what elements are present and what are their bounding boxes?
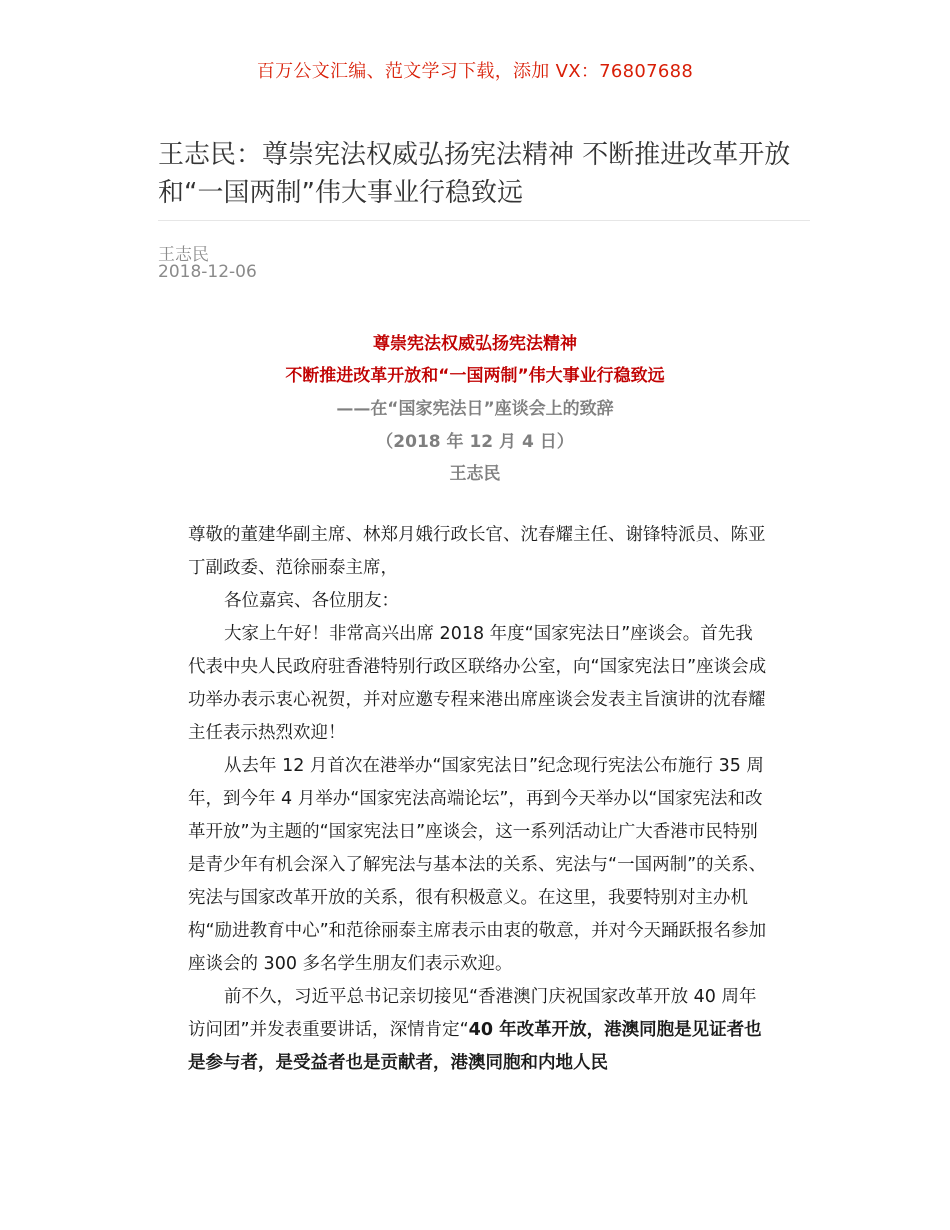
article-date: 2018-12-06 [158,262,257,282]
article-title: 王志民：尊崇宪法权威弘扬宪法精神 不断推进改革开放和“一国两制”伟大事业行稳致远 [158,140,791,208]
paragraph-3 [188,981,768,1080]
paragraph-3-text: 前不久，习近平总书记亲切接见“香港澳门庆祝国家改革开放 40 周年访问团”并发表重要讲话，深情肯定“ [188,987,757,1040]
title-divider [158,220,810,221]
paragraph-3-quote: 40 年改革开放，港澳同胞是见证者也是参与者，是受益者也是贡献者，港澳同胞和内地人民 [188,1020,762,1073]
speech-subtitle: ——在“国家宪法日”座谈会上的致辞 [336,399,614,419]
article-author: 王志民 [158,245,209,265]
speech-title-line-1: 尊崇宪法权威弘扬宪法精神 [373,334,577,354]
greeting-line-2: 各位嘉宾、各位朋友： [224,591,399,611]
watermark-banner: 百万公文汇编、范文学习下载，添加 VX：76807688 [256,61,694,82]
paragraph-2: 从去年 12 月首次在港举办“国家宪法日”纪念现行宪法公布施行 35 周年，到今年 4 月举办“国家宪法高端论坛”，再到今天举办以“国家宪法和改革开放”为主题的“国家宪法日”座谈会，这一系列活动让广大香港市民特别是青少年有机会深入了解宪法与基本法的关系、宪法与“一国两制”的关系、宪法与国家改革开放的关系，很有积极意义。在这里，我要特别对主办机构“励进教育中心”和范徐丽泰主席表示由衷的敬意，并对今天踊跃报名参加座谈会的 300 多名学生朋友们表示欢迎。 [188,756,767,974]
paragraph-1: 大家上午好！非常高兴出席 2018 年度“国家宪法日”座谈会。首先我代表中央人民政府驻香港特别行政区联络办公室，向“国家宪法日”座谈会成功举办表示衷心祝贺，并对应邀专程来港出席座谈会发表主旨演讲的沈春耀主任表示热烈欢迎！ [188,624,767,743]
speech-speaker: 王志民 [449,464,501,484]
speech-date: （2018 年 12 月 4 日） [376,432,574,452]
greeting-paragraph: 尊敬的董建华副主席、林郑月娥行政长官、沈春耀主任、谢锋特派员、陈亚丁副政委、范徐丽泰主席， [188,525,766,578]
speech-body [188,519,768,1080]
speech-title-line-2: 不断推进改革开放和“一国两制”伟大事业行稳致远 [285,366,665,386]
